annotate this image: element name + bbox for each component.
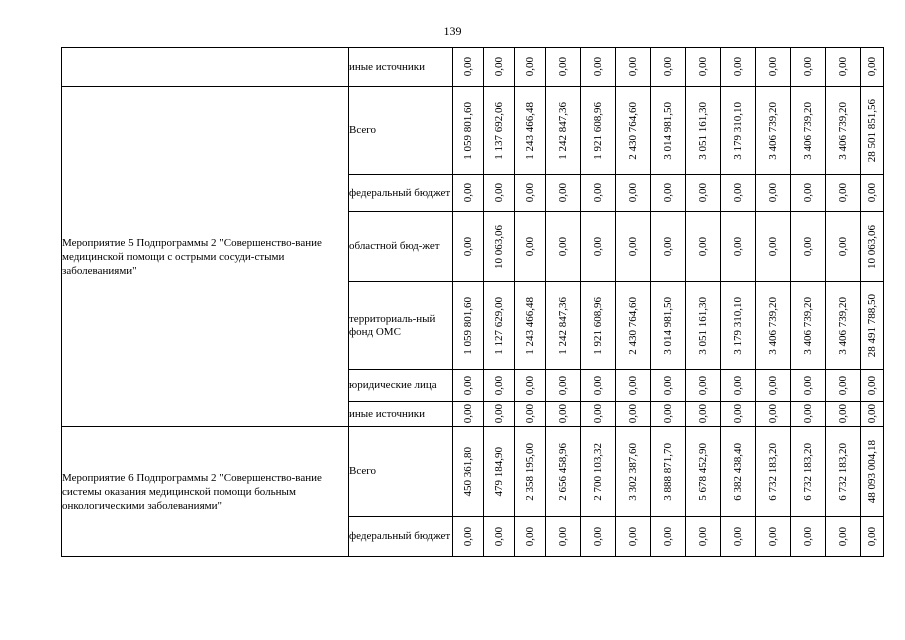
value-cell — [484, 175, 515, 212]
funding-source-cell: юридические лица — [349, 370, 453, 402]
value-cell — [791, 370, 826, 402]
value-cell — [581, 175, 616, 212]
value-text: 2 358 195,00 — [524, 442, 536, 501]
value-text: 0,00 — [732, 375, 744, 396]
value-cell — [581, 517, 616, 557]
value-text: 0,00 — [462, 526, 474, 547]
value-cell — [756, 87, 791, 175]
value-text: 0,00 — [837, 404, 849, 424]
value-cell — [686, 517, 721, 557]
value-cell — [616, 87, 651, 175]
value-text: 0,00 — [802, 526, 814, 547]
value-text: 479 184,90 — [493, 446, 505, 497]
value-text: 0,00 — [837, 526, 849, 547]
value-text: 6 732 183,20 — [767, 442, 779, 501]
value-text: 0,00 — [462, 57, 474, 77]
value-cell — [651, 282, 686, 370]
value-text: 0,00 — [493, 183, 505, 203]
value-text: 0,00 — [524, 526, 536, 547]
value-cell — [484, 427, 515, 517]
value-text: 2 430 764,60 — [627, 101, 639, 160]
value-cell — [651, 48, 686, 87]
value-cell — [721, 212, 756, 282]
value-text: 0,00 — [732, 236, 744, 257]
value-cell — [616, 212, 651, 282]
value-text: 0,00 — [557, 57, 569, 77]
value-text: 0,00 — [767, 375, 779, 396]
value-cell — [453, 175, 484, 212]
value-text: 0,00 — [662, 375, 674, 396]
value-text: 1 059 801,60 — [462, 296, 474, 355]
value-text: 3 406 739,20 — [837, 296, 849, 355]
value-text: 0,00 — [592, 57, 604, 77]
value-text: 10 063,06 — [493, 224, 505, 269]
value-text: 0,00 — [837, 183, 849, 203]
value-cell — [484, 212, 515, 282]
event-name-cell: Мероприятие 6 Подпрограммы 2 "Совершенство-вание системы оказания медицинской помощи больным онкологическими заболеваниями" — [62, 427, 349, 557]
value-cell — [546, 212, 581, 282]
value-cell — [515, 427, 546, 517]
value-cell — [686, 212, 721, 282]
funding-source-cell: иные источники — [349, 48, 453, 87]
value-cell — [721, 48, 756, 87]
value-cell — [546, 427, 581, 517]
value-cell — [453, 517, 484, 557]
value-text: 0,00 — [662, 183, 674, 203]
value-text: 5 678 452,90 — [697, 442, 709, 501]
value-text: 3 014 981,50 — [662, 296, 674, 355]
value-cell — [756, 175, 791, 212]
value-cell — [686, 282, 721, 370]
value-text: 3 051 161,30 — [697, 101, 709, 160]
value-cell — [826, 370, 861, 402]
value-text: 0,00 — [493, 526, 505, 547]
value-text: 0,00 — [767, 404, 779, 424]
value-cell — [861, 48, 884, 87]
value-cell — [686, 48, 721, 87]
value-text: 3 888 871,70 — [662, 442, 674, 501]
value-cell — [791, 212, 826, 282]
value-text: 0,00 — [802, 375, 814, 396]
value-cell — [791, 402, 826, 427]
value-text: 3 014 981,50 — [662, 101, 674, 160]
funding-source-cell: иные источники — [349, 402, 453, 427]
value-cell — [581, 282, 616, 370]
event-name-cell: Мероприятие 5 Подпрограммы 2 "Совершенство-вание медицинской помощи с острыми сосуди-стыми заболеваниями" — [62, 87, 349, 427]
value-text: 0,00 — [732, 526, 744, 547]
value-text: 0,00 — [837, 236, 849, 257]
value-text: 0,00 — [697, 526, 709, 547]
value-cell — [721, 175, 756, 212]
value-cell — [616, 517, 651, 557]
value-cell — [791, 87, 826, 175]
value-text: 0,00 — [866, 57, 878, 77]
value-text: 0,00 — [802, 57, 814, 77]
value-text: 2 656 458,96 — [557, 442, 569, 501]
value-text: 3 406 739,20 — [802, 296, 814, 355]
value-cell — [453, 48, 484, 87]
table-row — [62, 87, 884, 175]
value-text: 3 179 310,10 — [732, 101, 744, 160]
value-text: 0,00 — [802, 404, 814, 424]
value-text: 0,00 — [732, 183, 744, 203]
value-text: 0,00 — [627, 404, 639, 424]
table-row — [62, 427, 884, 517]
value-text: 1 921 608,96 — [592, 101, 604, 160]
value-text: 2 700 103,32 — [592, 442, 604, 501]
value-cell — [546, 87, 581, 175]
value-text: 0,00 — [866, 375, 878, 396]
value-text: 0,00 — [524, 183, 536, 203]
value-cell — [546, 517, 581, 557]
value-text: 0,00 — [524, 375, 536, 396]
value-text: 0,00 — [592, 375, 604, 396]
value-text: 0,00 — [592, 526, 604, 547]
value-cell — [651, 427, 686, 517]
value-cell — [616, 427, 651, 517]
value-cell — [484, 517, 515, 557]
value-cell — [756, 212, 791, 282]
value-text: 0,00 — [493, 57, 505, 77]
value-cell — [826, 282, 861, 370]
value-cell — [756, 427, 791, 517]
value-cell — [581, 87, 616, 175]
value-cell — [546, 48, 581, 87]
value-cell — [515, 282, 546, 370]
value-text: 0,00 — [662, 57, 674, 77]
value-cell — [826, 517, 861, 557]
value-text: 1 137 692,06 — [493, 101, 505, 160]
value-text: 0,00 — [627, 57, 639, 77]
funding-source-cell: федеральный бюджет — [349, 517, 453, 557]
budget-table — [61, 47, 884, 557]
value-cell — [756, 517, 791, 557]
value-text: 0,00 — [866, 526, 878, 547]
funding-source-cell: федеральный бюджет — [349, 175, 453, 212]
value-text: 0,00 — [732, 404, 744, 424]
value-text: 0,00 — [767, 183, 779, 203]
funding-source-cell: территориаль-ный фонд ОМС — [349, 282, 453, 370]
value-cell — [484, 370, 515, 402]
value-text: 0,00 — [866, 183, 878, 203]
value-cell — [515, 175, 546, 212]
value-text: 0,00 — [627, 236, 639, 257]
value-text: 3 406 739,20 — [767, 101, 779, 160]
value-text: 0,00 — [524, 57, 536, 77]
value-text: 0,00 — [592, 183, 604, 203]
value-text: 6 732 183,20 — [837, 442, 849, 501]
value-cell — [826, 175, 861, 212]
value-text: 28 491 788,50 — [866, 293, 878, 358]
value-text: 0,00 — [662, 526, 674, 547]
value-cell — [616, 370, 651, 402]
value-text: 0,00 — [592, 236, 604, 257]
funding-source-cell: областной бюд-жет — [349, 212, 453, 282]
value-text: 3 406 739,20 — [767, 296, 779, 355]
value-cell — [453, 370, 484, 402]
value-text: 0,00 — [697, 404, 709, 424]
value-text: 0,00 — [627, 375, 639, 396]
value-cell — [861, 370, 884, 402]
value-text: 1 242 847,36 — [557, 296, 569, 355]
value-text: 0,00 — [866, 404, 878, 424]
value-text: 0,00 — [627, 183, 639, 203]
value-cell — [861, 87, 884, 175]
value-text: 0,00 — [462, 375, 474, 396]
value-cell — [861, 427, 884, 517]
value-text: 0,00 — [627, 526, 639, 547]
value-text: 0,00 — [524, 404, 536, 424]
value-cell — [515, 87, 546, 175]
value-cell — [756, 282, 791, 370]
value-text: 0,00 — [557, 183, 569, 203]
value-cell — [791, 48, 826, 87]
value-cell — [616, 48, 651, 87]
value-text: 0,00 — [697, 236, 709, 257]
value-text: 0,00 — [697, 57, 709, 77]
funding-source-cell: Всего — [349, 87, 453, 175]
value-text: 2 430 764,60 — [627, 296, 639, 355]
value-text: 3 302 387,60 — [627, 442, 639, 501]
value-text: 0,00 — [767, 57, 779, 77]
value-text: 0,00 — [557, 236, 569, 257]
value-cell — [721, 87, 756, 175]
value-cell — [616, 282, 651, 370]
value-text: 3 051 161,30 — [697, 296, 709, 355]
value-text: 0,00 — [837, 375, 849, 396]
value-text: 0,00 — [767, 236, 779, 257]
value-cell — [651, 212, 686, 282]
value-cell — [721, 427, 756, 517]
value-text: 0,00 — [557, 404, 569, 424]
value-text: 48 093 004,18 — [866, 439, 878, 504]
value-cell — [826, 402, 861, 427]
value-cell — [861, 212, 884, 282]
value-text: 0,00 — [462, 236, 474, 257]
value-cell — [791, 517, 826, 557]
value-text: 0,00 — [493, 404, 505, 424]
value-text: 0,00 — [524, 236, 536, 257]
value-cell — [453, 282, 484, 370]
value-text: 1 059 801,60 — [462, 101, 474, 160]
value-text: 0,00 — [462, 404, 474, 424]
value-cell — [861, 402, 884, 427]
value-cell — [826, 212, 861, 282]
value-cell — [581, 212, 616, 282]
value-text: 0,00 — [462, 183, 474, 203]
value-cell — [721, 370, 756, 402]
value-cell — [861, 282, 884, 370]
value-text: 1 242 847,36 — [557, 101, 569, 160]
value-cell — [546, 175, 581, 212]
value-cell — [546, 370, 581, 402]
value-text: 0,00 — [493, 375, 505, 396]
value-cell — [861, 517, 884, 557]
value-cell — [686, 87, 721, 175]
value-text: 0,00 — [557, 526, 569, 547]
value-cell — [515, 402, 546, 427]
value-text: 1 921 608,96 — [592, 296, 604, 355]
value-cell — [756, 48, 791, 87]
page-number: 139 — [443, 24, 462, 38]
value-text: 6 732 183,20 — [802, 442, 814, 501]
value-text: 6 382 438,40 — [732, 442, 744, 501]
value-cell — [826, 427, 861, 517]
value-text: 3 406 739,20 — [802, 101, 814, 160]
value-cell — [756, 370, 791, 402]
value-cell — [484, 402, 515, 427]
value-text: 0,00 — [662, 236, 674, 257]
value-text: 3 406 739,20 — [837, 101, 849, 160]
value-cell — [861, 175, 884, 212]
value-text: 10 063,06 — [866, 224, 878, 269]
value-cell — [686, 427, 721, 517]
value-cell — [721, 517, 756, 557]
value-cell — [651, 517, 686, 557]
value-text: 1 127 629,00 — [493, 296, 505, 355]
value-cell — [686, 370, 721, 402]
value-text: 0,00 — [732, 57, 744, 77]
value-cell — [515, 517, 546, 557]
value-text: 0,00 — [697, 183, 709, 203]
value-cell — [791, 175, 826, 212]
value-text: 0,00 — [592, 404, 604, 424]
value-cell — [581, 48, 616, 87]
value-text: 0,00 — [802, 236, 814, 257]
value-text: 450 361,80 — [462, 446, 474, 497]
value-cell — [453, 212, 484, 282]
value-cell — [651, 175, 686, 212]
value-text: 0,00 — [837, 57, 849, 77]
value-text: 0,00 — [697, 375, 709, 396]
value-cell — [791, 282, 826, 370]
value-cell — [581, 370, 616, 402]
value-cell — [616, 402, 651, 427]
value-text: 1 243 466,48 — [524, 101, 536, 160]
value-cell — [515, 370, 546, 402]
value-cell — [515, 212, 546, 282]
value-cell — [484, 48, 515, 87]
value-cell — [484, 87, 515, 175]
value-cell — [826, 48, 861, 87]
value-cell — [616, 175, 651, 212]
value-cell — [515, 48, 546, 87]
value-cell — [484, 282, 515, 370]
value-cell — [546, 282, 581, 370]
event-name-cell — [62, 48, 349, 87]
value-cell — [756, 402, 791, 427]
value-cell — [651, 87, 686, 175]
table-row — [62, 48, 884, 87]
value-text: 28 501 851,56 — [866, 98, 878, 163]
value-cell — [686, 175, 721, 212]
value-text: 0,00 — [557, 375, 569, 396]
value-text: 0,00 — [802, 183, 814, 203]
value-cell — [686, 402, 721, 427]
value-cell — [721, 282, 756, 370]
value-cell — [581, 402, 616, 427]
value-cell — [453, 87, 484, 175]
value-cell — [651, 402, 686, 427]
value-text: 1 243 466,48 — [524, 296, 536, 355]
value-cell — [791, 427, 826, 517]
value-cell — [453, 402, 484, 427]
value-text: 0,00 — [767, 526, 779, 547]
value-text: 0,00 — [662, 404, 674, 424]
value-cell — [721, 402, 756, 427]
value-cell — [546, 402, 581, 427]
value-cell — [826, 87, 861, 175]
value-cell — [581, 427, 616, 517]
value-cell — [453, 427, 484, 517]
value-text: 3 179 310,10 — [732, 296, 744, 355]
funding-source-cell: Всего — [349, 427, 453, 517]
value-cell — [651, 370, 686, 402]
